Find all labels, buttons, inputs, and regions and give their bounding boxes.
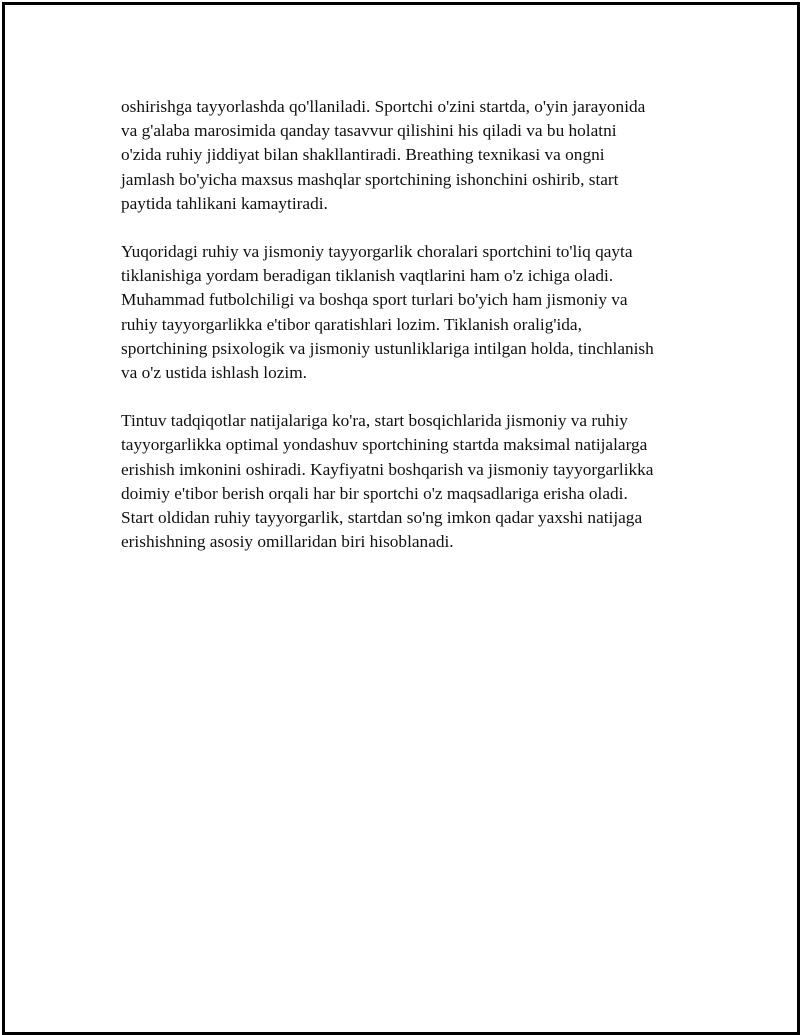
text-line: erishish imkonini oshiradi. Kayfiyatni boshqarish va jismoniy tayyorgarlikka xyxy=(121,459,654,479)
text-line: tiklanishiga yordam beradigan tiklanish vaqtlarini ham o'z ichiga oladi. xyxy=(121,266,614,286)
text-line: va o'z ustida ishlash lozim. xyxy=(121,363,307,383)
text-line: sportchining psixologik va jismoniy ustunliklariga intilgan holda, tinchlanish xyxy=(121,338,654,358)
text-line: erishishning asosiy omillaridan biri hisoblanadi. xyxy=(121,532,454,552)
text-line: Tintuv tadqiqotlar natijalariga ko'ra, start bosqichlarida jismoniy va ruhiy xyxy=(121,411,628,431)
text-line: doimiy e'tibor berish orqali har bir sportchi o'z maqsadlariga erisha oladi. xyxy=(121,483,628,503)
text-line: Muhammad futbolchiligi va boshqa sport turlari bo'yich ham jismoniy va xyxy=(121,290,628,310)
paragraph-3 xyxy=(121,409,701,554)
text-line: Yuqoridagi ruhiy va jismoniy tayyorgarlik choralari sportchini to'liq qayta xyxy=(121,242,633,262)
text-line: jamlash bo'yicha maxsus mashqlar sportchining ishonchini oshirib, start xyxy=(121,169,619,189)
text-line: Start oldidan ruhiy tayyorgarlik, startdan so'ng imkon qadar yaxshi natijaga xyxy=(121,508,643,528)
text-line: va g'alaba marosimida qanday tasavvur qilishini his qiladi va bu holatni xyxy=(121,121,617,141)
page-frame xyxy=(2,2,800,1035)
text-line: paytida tahlikani kamaytiradi. xyxy=(121,193,328,213)
text-line: o'zida ruhiy jiddiyat bilan shakllantiradi. Breathing texnikasi va ongni xyxy=(121,145,605,165)
paragraph-2 xyxy=(121,240,701,385)
paragraph-1 xyxy=(121,95,701,216)
text-line: tayyorgarlikka optimal yondashuv sportchining startda maksimal natijalarga xyxy=(121,435,648,455)
text-line: ruhiy tayyorgarlikka e'tibor qaratishlari lozim. Tiklanish oralig'ida, xyxy=(121,314,582,334)
document-body xyxy=(121,95,701,578)
text-line: oshirishga tayyorlashda qo'llaniladi. Sportchi o'zini startda, o'yin jarayonida xyxy=(121,97,646,116)
